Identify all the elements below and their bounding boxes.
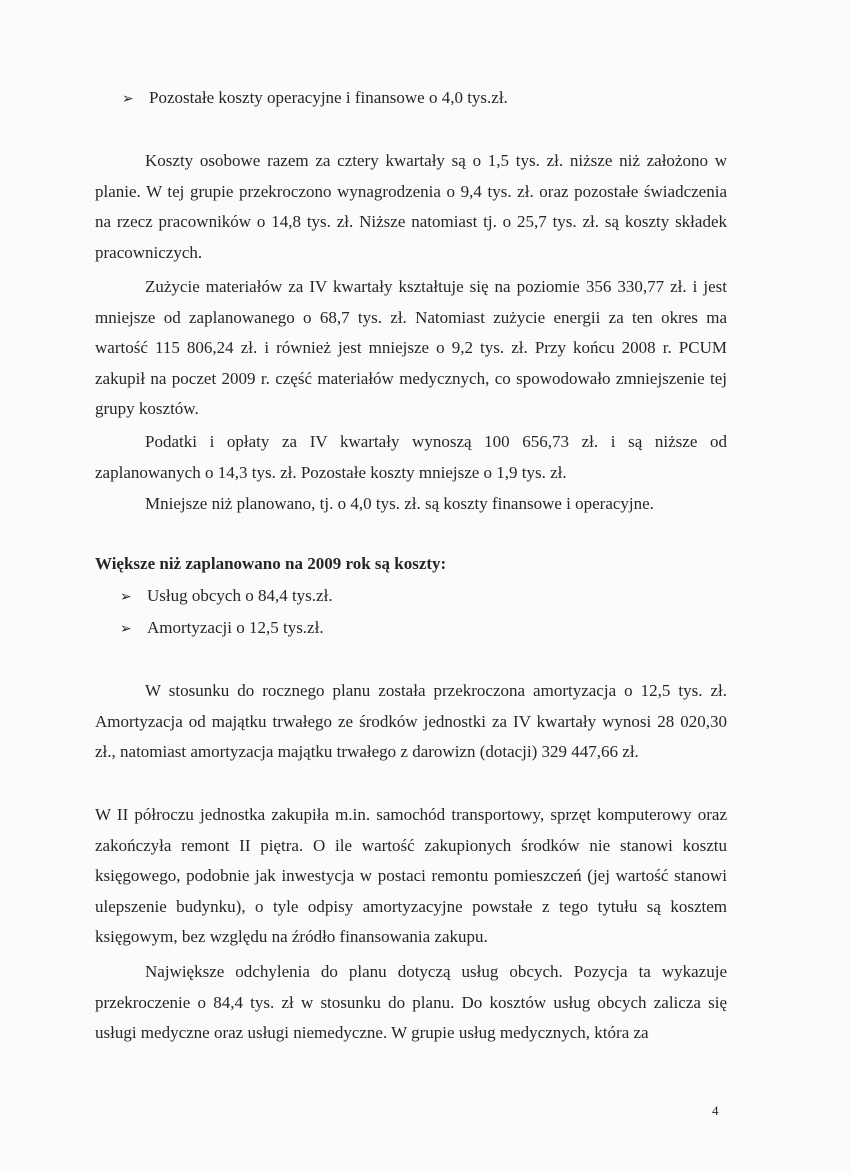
paragraph-external-services: Największe odchylenia do planu dotyczą usług obcych. Pozycja ta wykazuje przekroczenie o 84,4 tys. zł w stosunku do planu. Do kosztów usług obcych zalicza się usługi medyczne oraz usługi niemedyczne. W grupie usług medycznych, która za — [95, 962, 727, 1042]
bullet-text: Amortyzacji o 12,5 tys.zł. — [147, 618, 324, 637]
arrow-bullet-icon: ➢ — [122, 91, 134, 107]
paragraph-personnel-costs: Koszty osobowe razem za cztery kwartały są o 1,5 tys. zł. niższe niż założono w planie. W tej grupie przekroczono wynagrodzenia o 9,4 tys. zł. oraz pozostałe świadczenia na rzecz pracowników o 14,8 tys. zł. Niższe natomiast tj. o 25,7 tys. zł. są koszty składek pracowniczych. — [95, 151, 727, 262]
paragraph-depreciation: W stosunku do rocznego planu została przekroczona amortyzacja o 12,5 tys. zł. Amortyzacja od majątku trwałego ze środków jednostki za IV kwartały wynosi 28 020,30 zł., natomiast amortyzacja majątku trwałego z darowizn (dotacji) 329 447,66 zł. — [95, 681, 727, 761]
arrow-bullet-icon: ➢ — [120, 621, 132, 637]
page-number: 4 — [712, 1103, 719, 1118]
paragraph-materials-energy: Zużycie materiałów za IV kwartały kształtuje się na poziomie 356 330,77 zł. i jest mniejsze od zaplanowanego o 68,7 tys. zł. Natomiast zużycie energii za ten okres ma wartość 115 806,24 zł. i również jest mniejsze o 9,2 tys. zł. Przy końcu 2008 r. PCUM zakupił na poczet 2009 r. część materiałów medycznych, co spowodowało zmniejszenie tej grupy kosztów. — [95, 277, 727, 418]
bullet-item-other-costs — [122, 87, 508, 110]
bullet-item-depreciation — [120, 617, 324, 640]
paragraph-taxes-fees: Podatki i opłaty za IV kwartały wynoszą 100 656,73 zł. i są niższe od zaplanowanych o 14,3 tys. zł. Pozostałe koszty mniejsze o 1,9 tys. zł. — [95, 432, 727, 482]
section-heading: Większe niż zaplanowano na 2009 rok są koszty: — [95, 554, 447, 573]
paragraph-financial-costs: Mniejsze niż planowano, tj. o 4,0 tys. zł. są koszty finansowe i operacyjne. — [145, 494, 654, 513]
bullet-text: Usług obcych o 84,4 tys.zł. — [147, 586, 333, 605]
arrow-bullet-icon: ➢ — [120, 589, 132, 605]
bullet-item-external-services — [120, 585, 333, 608]
bullet-text: Pozostałe koszty operacyjne i finansowe o 4,0 tys.zł. — [149, 88, 508, 107]
paragraph-purchases: W II półroczu jednostka zakupiła m.in. samochód transportowy, sprzęt komputerowy oraz zakończyła remont II piętra. O ile wartość zakupionych środków nie stanowi kosztu księgowego, podobnie jak inwestycja w postaci remontu pomieszczeń (jej wartość stanowi ulepszenie budynku), o tyle odpisy amortyzacyjne powstałe z tego tytułu są kosztem księgowym, bez względu na źródło finansowania zakupu. — [95, 805, 727, 946]
